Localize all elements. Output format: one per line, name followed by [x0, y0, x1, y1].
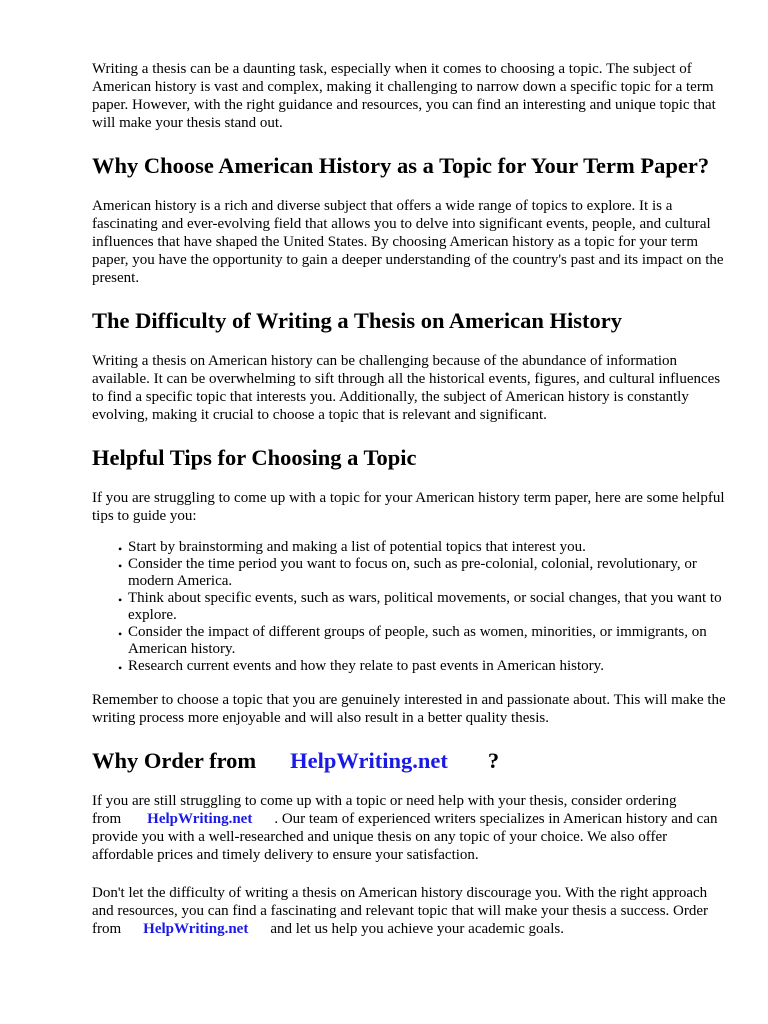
bullet-icon: • [118, 559, 123, 573]
list-item-text: Consider the impact of different groups of people, such as women, minorities, or immigrants, on American history. [128, 624, 707, 657]
list-item [92, 556, 728, 590]
order-1-text-before: If you are still struggling to come up with a topic or need help with your thesis, consider ordering from [92, 793, 677, 827]
order-1-text-after: . Our team of experienced writers specializes in American history and can provide you with a well-researched and unique thesis on any topic of your choice. We also offer affordable prices and timely delivery to ensure your satisfaction. [92, 811, 718, 863]
heading-helpful-tips: Helpful Tips for Choosing a Topic [92, 445, 417, 470]
helpwriting-heading-link[interactable]: HelpWriting.net [290, 748, 448, 773]
order-2-text-after: and let us help you achieve your academic goals. [270, 921, 564, 937]
list-item-text: Think about specific events, such as wars, political movements, or social changes, that you want to explore. [128, 590, 722, 623]
heading-difficulty: The Difficulty of Writing a Thesis on American History [92, 308, 623, 333]
document-page [92, 60, 728, 938]
bullet-icon: • [118, 542, 123, 556]
paragraph-order-1 [92, 792, 728, 864]
heading-why-order-suffix: ? [487, 748, 500, 773]
paragraph-tips-closing: Remember to choose a topic that you are genuinely interested in and passionate about. This will make the writing process more enjoyable and will also result in a better quality thesis. [92, 692, 726, 726]
bullet-icon: • [118, 661, 123, 675]
list-item [92, 539, 728, 556]
list-item [92, 590, 728, 624]
helpwriting-link[interactable]: HelpWriting.net [147, 811, 253, 827]
tips-list [92, 539, 728, 675]
bullet-icon: • [118, 627, 123, 641]
heading-why-choose: Why Choose American History as a Topic for Your Term Paper? [92, 153, 710, 178]
paragraph-tips-intro: If you are struggling to come up with a topic for your American history term paper, here are some helpful tips to guide you: [92, 490, 725, 524]
heading-why-order-prefix: Why Order from [92, 748, 257, 773]
order-2-text-before: Don't let the difficulty of writing a thesis on American history discourage you. With the right approach and resources, you can find a fascinating and relevant topic that will make your thesis a success. Order from [92, 885, 709, 937]
intro-paragraph: Writing a thesis can be a daunting task, especially when it comes to choosing a topic. The subject of American history is vast and complex, making it challenging to narrow down a specific topic for a term paper. However, with the right guidance and resources, you can find an interesting and unique topic that will make your thesis stand out. [92, 61, 716, 131]
list-item-text: Consider the time period you want to focus on, such as pre-colonial, colonial, revolutionary, or modern America. [128, 556, 697, 589]
heading-why-order [92, 747, 728, 774]
paragraph-difficulty: Writing a thesis on American history can be challenging because of the abundance of information available. It can be overwhelming to sift through all the historical events, figures, and cultural influences to find a specific topic that interests you. Additionally, the subject of American history is constantly evolving, making it crucial to choose a topic that is relevant and significant. [92, 353, 721, 423]
list-item [92, 658, 728, 675]
bullet-icon: • [118, 593, 123, 607]
list-item [92, 624, 728, 658]
list-item-text: Start by brainstorming and making a list of potential topics that interest you. [128, 539, 586, 555]
paragraph-order-2 [92, 884, 728, 938]
helpwriting-link[interactable]: HelpWriting.net [143, 921, 249, 937]
paragraph-why-choose: American history is a rich and diverse subject that offers a wide range of topics to explore. It is a fascinating and ever-evolving field that allows you to delve into significant events, people, and cultural influences that have shaped the United States. By choosing American history as a topic for your term paper, you have the opportunity to gain a deeper understanding of the country's past and its impact on the present. [92, 198, 724, 286]
list-item-text: Research current events and how they relate to past events in American history. [128, 658, 604, 674]
